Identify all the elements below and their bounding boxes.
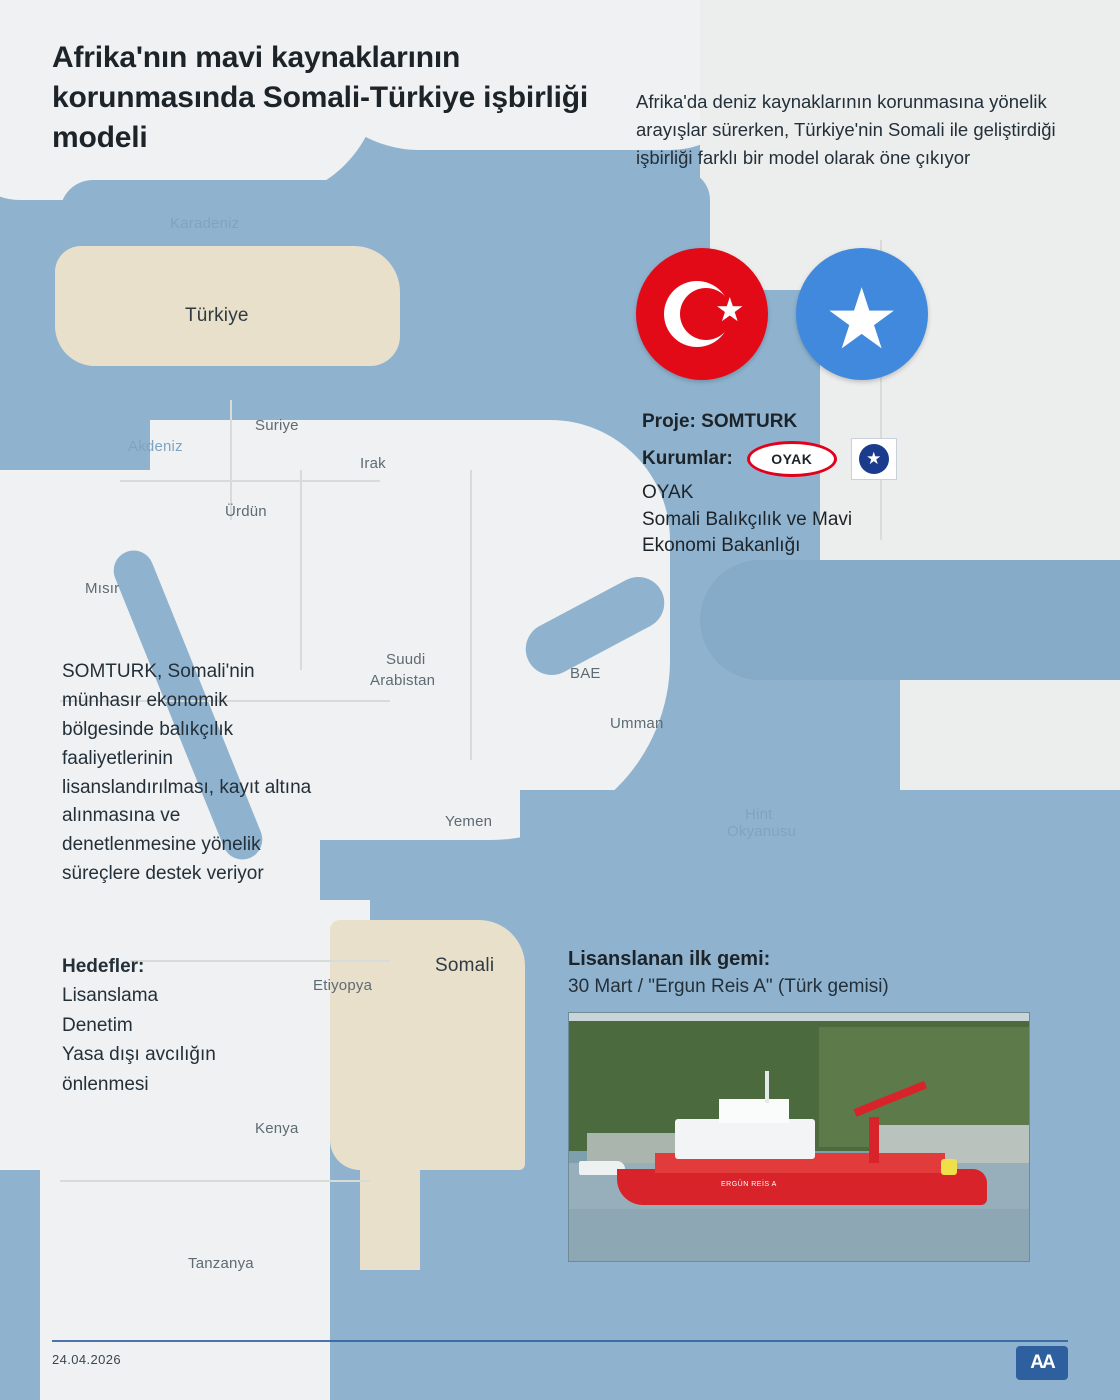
map-label: Hint — [745, 806, 773, 823]
turkey-flag-icon — [636, 248, 768, 380]
star-icon: ★ — [824, 272, 900, 366]
goals-item: Lisanslama — [62, 985, 159, 1007]
aa-agency-logo-icon: AA — [1016, 1346, 1068, 1380]
border-line — [60, 1180, 370, 1182]
map-label: Etiyopya — [313, 977, 373, 994]
page-title: Afrika'nın mavi kaynaklarının korunmasında Somali-Türkiye işbirliği modeli — [52, 41, 589, 154]
goals-item: önlenmesi — [62, 1073, 149, 1095]
project-value: SOMTURK — [701, 411, 798, 432]
seal-icon: ★ — [859, 444, 889, 474]
publish-date: 24.04.2026 — [52, 1352, 122, 1367]
institution-2-line1: Somali Balıkçılık ve Mavi — [642, 508, 853, 530]
star-icon: ★ — [715, 291, 745, 328]
map-label: Kenya — [255, 1120, 299, 1137]
map-label: Karadeniz — [170, 215, 240, 232]
map-label: Yemen — [445, 813, 493, 830]
country-somali-south — [360, 1140, 420, 1270]
country-somali — [330, 920, 525, 1170]
goals-item: Yasa dışı avcılığın — [62, 1044, 216, 1066]
photo-ship-bridge — [719, 1099, 789, 1123]
ship-subtitle: 30 Mart / "Ergun Reis A" (Türk gemisi) — [568, 976, 889, 997]
ship-title: Lisanslanan ilk gemi: — [568, 948, 771, 970]
map-label: Okyanusu — [727, 823, 797, 840]
border-line — [120, 480, 380, 482]
institutions-row — [642, 438, 1062, 480]
map-label: Ürdün — [225, 503, 267, 520]
map-label: Suudi — [386, 651, 426, 668]
photo-ship-hull — [617, 1169, 987, 1205]
map-label: Suriye — [255, 417, 299, 434]
sea-gulf-oman — [700, 560, 1120, 680]
map-label: Arabistan — [370, 672, 436, 689]
map-label: Umman — [610, 715, 664, 732]
border-line — [230, 400, 232, 520]
map-label: Türkiye — [185, 305, 249, 326]
border-line — [470, 470, 472, 760]
project-row — [642, 408, 1062, 436]
project-label: Proje: — [642, 411, 696, 432]
goals-item: Denetim — [62, 1014, 133, 1036]
goals-block — [62, 952, 322, 1099]
project-info — [642, 408, 1062, 560]
subtitle-text: Afrika'da deniz kaynaklarının korunmasına yönelik arayışlar sürerken, Türkiye'nin Somali ile geliştirdiği işbirliği farklı bir model olarak öne çıkıyor — [636, 91, 1056, 169]
description-paragraph: SOMTURK, Somali'nin münhasır ekonomik bölgesinde balıkçılık faaliyetlerinin lisanslandırılması, kayıt altına alınmasına ve denetlenmesine yönelik süreçlere destek veriyor — [62, 661, 312, 885]
photo-ship-buoy — [941, 1159, 957, 1175]
border-line — [300, 470, 302, 670]
photo-water-foreground — [569, 1209, 1029, 1261]
photo-ship-crane-base — [869, 1117, 879, 1163]
map-label: Irak — [360, 455, 386, 472]
photo-ship-superstructure — [675, 1119, 815, 1159]
flag-group — [636, 248, 928, 380]
institution-2-line2: Ekonomi Bakanlığı — [642, 535, 801, 557]
footer-divider — [52, 1340, 1068, 1342]
ship-photo — [568, 1012, 1030, 1262]
map-label: Tanzanya — [188, 1255, 254, 1272]
map-label: Somali — [435, 955, 495, 976]
map-label: BAE — [570, 665, 601, 682]
sea-black — [60, 180, 390, 246]
photo-ship-mast — [765, 1071, 769, 1103]
somalia-flag-icon — [796, 248, 928, 380]
first-licensed-ship-block — [568, 948, 1030, 1262]
goals-title: Hedefler: — [62, 956, 145, 977]
institutions-label: Kurumlar: — [642, 447, 733, 469]
oyak-logo-icon: OYAK — [747, 441, 837, 477]
map-label: Mısır — [85, 580, 120, 597]
photo-ship-name: ERGÜN REİS A — [721, 1181, 777, 1188]
somalia-ministry-logo-icon — [851, 438, 897, 480]
institution-1: OYAK — [642, 481, 694, 503]
map-label: Akdeniz — [128, 438, 183, 455]
